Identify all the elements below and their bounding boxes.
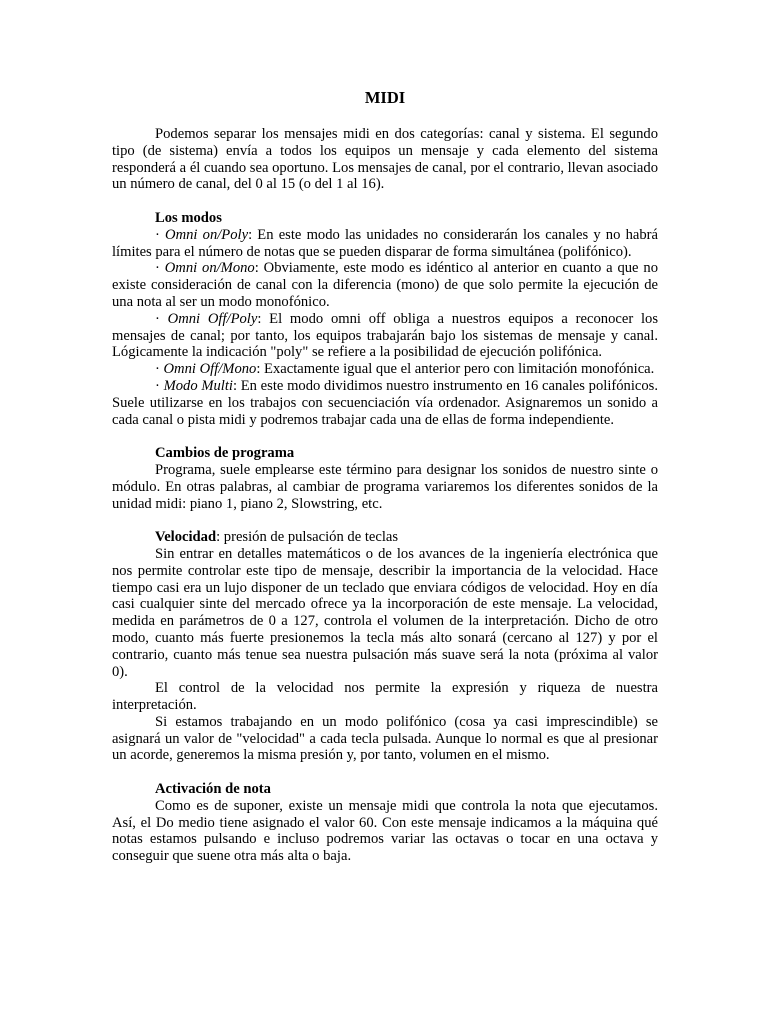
mode-name: Modo Multi [163, 377, 233, 394]
section-programa [112, 445, 658, 512]
mode-bullet: · [155, 361, 164, 378]
section-heading-programa: Cambios de programa [155, 445, 295, 462]
mode-item [112, 311, 658, 361]
document-page [112, 88, 658, 865]
page-title: MIDI [364, 88, 406, 107]
mode-description: : Exactamente igual que el anterior pero con limitación monofónica. [256, 361, 655, 378]
programa-paragraph: Programa, suele emplearse este término para designar los sonidos de nuestro sinte o módulo. En otras palabras, al cambiar de programa variaremos los diferentes sonidos de la unidad midi: piano 1, piano 2, Slowstring, etc. [112, 461, 658, 512]
intro-paragraph: Podemos separar los mensajes midi en dos categorías: canal y sistema. El segundo tipo (de sistema) envía a todos los equipos un mensaje y cada elemento del sistema responderá a él cuando sea oportuno. Los mensajes de canal, por el contrario, llevan asociado un número de canal, del 0 al 15 (o del 1 al 16). [112, 126, 658, 193]
velocidad-heading: Velocidad [155, 529, 217, 546]
velocidad-subtitle: : presión de pulsación de teclas [216, 529, 399, 546]
mode-item [112, 378, 658, 428]
section-modos [112, 210, 658, 428]
mode-description: : El modo omni off obliga a nuestros equipos a reconocer los mensajes de canal; por tanto, los equipos trabajarán bajo los sistemas de mensaje y canal. Lógicamente la indicación "poly" se refiere a la posibilidad de ejecución polifónica. [112, 310, 658, 361]
section-activacion [112, 781, 658, 865]
mode-bullet: · [155, 310, 168, 327]
mode-description: : En este modo dividimos nuestro instrumento en 16 canales polifónicos. Suele utilizarse en los trabajos con secuenciación vía ordenador. Asignaremos un sonido a cada canal o pista midi y podremos trabajar cada una de ellas de forma independiente. [112, 377, 658, 428]
activacion-paragraph: Como es de suponer, existe un mensaje midi que controla la nota que ejecutamos. Así, el Do medio tiene asignado el valor 60. Con este mensaje indicamos a la máquina qué notas estamos pulsando e incluso podremos variar las octavas o tocar en una octava y conseguir que suene otra más alta o baja. [112, 797, 658, 865]
velocidad-paragraph: Si estamos trabajando en un modo polifónico (cosa ya casi imprescindible) se asignará un valor de "velocidad" a cada tecla pulsada. Aunque lo normal es que al presionar un acorde, generemos la misma presión y, por tanto, volumen en el mismo. [112, 713, 658, 764]
mode-description: : En este modo las unidades no considerarán los canales y no habrá límites para el número de notas que se pueden disparar de forma simultánea (polifónico). [112, 226, 658, 260]
mode-name: Omni Off/Poly [167, 310, 258, 327]
section-velocidad [112, 529, 658, 764]
section-heading-velocidad [112, 529, 658, 546]
section-heading-activacion: Activación de nota [155, 781, 271, 798]
mode-bullet: · [155, 260, 165, 277]
section-heading-modos: Los modos [155, 209, 222, 226]
mode-bullet: · [155, 377, 164, 394]
mode-bullet: · [155, 226, 166, 243]
mode-item [112, 227, 658, 261]
velocidad-paragraph: Sin entrar en detalles matemáticos o de los avances de la ingeniería electrónica que nos permite controlar este tipo de mensaje, describir la importancia de la velocidad. Hace tiempo casi era un lujo disponer de un teclado que enviara códigos de velocidad. Hoy en día casi cualquier sinte del mercado ofrece ya la incorporación de este mensaje. La velocidad, medida en parámetros de 0 a 127, controla el volumen de la interpretación. Dicho de otro modo, cuanto más fuerte presionemos la tecla más alto sonará (cercano al 127) y por el contrario, cuanto más tenue sea nuestra pulsación más suave será la nota (próxima al valor 0). [112, 545, 658, 680]
mode-name: Omni on/Poly [165, 226, 249, 243]
velocidad-paragraph: El control de la velocidad nos permite la expresión y riqueza de nuestra interpretación. [112, 680, 658, 714]
mode-name: Omni on/Mono [164, 260, 255, 277]
mode-item [112, 361, 658, 378]
mode-name: Omni Off/Mono [163, 361, 257, 378]
mode-description: : Obviamente, este modo es idéntico al anterior en cuanto a que no existe consideración de canal con la diferencia (mono) de que solo permite la ejecución de una nota al ser un modo monofónico. [112, 260, 658, 310]
mode-item [112, 260, 658, 310]
